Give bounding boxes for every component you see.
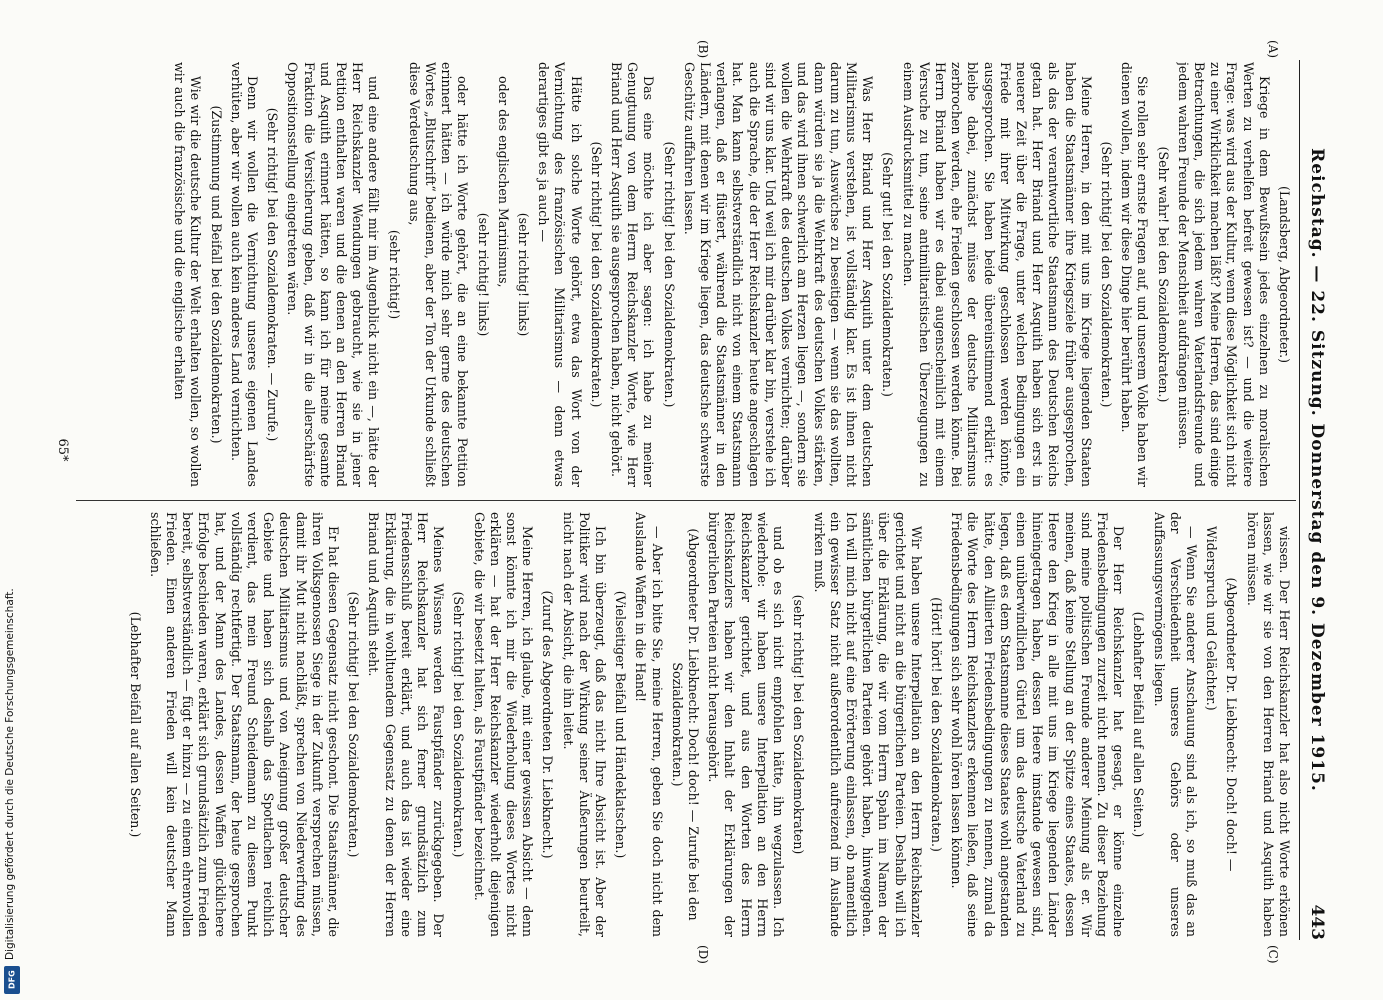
speech-paragraph: Meine Herren, ich glaube, mit einer gewissen Absicht — denn sonst könnte ich mir die Wiederholung dieses Wortes nicht erklären — hat der Herr Reichskanzler wiederholt diejenigen Gebiete, die wir besetzt halten, als Faustpfänder bezeichnet. bbox=[471, 512, 536, 937]
speech-paragraph: Wie wir die deutsche Kultur der Welt erhalten wollen, so wollen wir auch die französische und die englische erhalten bbox=[172, 62, 204, 487]
left-edge-bar bbox=[0, 0, 24, 1000]
interjection-note: (Abgeordneter Dr. Liebknecht: Doch! doch! — bbox=[1224, 577, 1240, 872]
signature-mark: 65* bbox=[55, 438, 70, 462]
speech-paragraph: Er hat diesen Gegensatz nicht geschont. Die Staatsmänner, die ihren Volksgenossen Siege in der Zukunft versprechen müssen, damit ihr Mut nicht nachläßt, sprechen von Niederwerfung des deutschen Militarismus und von Aneignung großer deutscher Gebiete und haben sich deshalb das Spottlachen reichlich verdient, das mein Freund Scheidemann zu diesem Punkt vollständig rechtfertigt. Der Staatsmann, der heute gesprochen hat, und der Mann des Landes, dessen Waffen glücklichere Erfolge beschieden waren, erklärt sich grundsätzlich zum Frieden bereit, selbstverständlich — fügt er hinzu — zu einem ehrenvollen Frieden. Einen anderen Frieden will kein deutscher Mann schließen. bbox=[147, 512, 342, 937]
digitization-credit: Digitalisierung gefördert durch die Deutsche Forschungsgemeinschaft. bbox=[4, 588, 16, 960]
interjection-note: (Sehr richtig! bei den Sozialdemokraten.) bbox=[661, 141, 677, 408]
speech-paragraph: Wir haben unsere Interpellation an den Herrn Reichskanzler gerichtet und nicht an die bürgerlichen Parteien. Deshalb will ich über die Erklärung, die wir vom Herrn Spahn im Namen der sämtlichen bürgerlichen Parteien gehört haben, hinweggehen. Ich will mich nicht auf eine Erörterung einlassen, ob namentlich ein gewisser Satz nicht außerordentlich aufreizend im Auslande wirken muß. bbox=[811, 512, 924, 937]
page-title: Reichstag. — 22. Sitzung. Donnerstag den 9. Dezember 1915. bbox=[1307, 148, 1327, 792]
speech-paragraph: oder des englischen Marinismus, bbox=[495, 76, 511, 288]
interjection-note: (Sehr wahr! bei den Sozialdemokraten.) bbox=[1155, 146, 1171, 403]
speech-paragraph: Sie rollen sehr ernste Fragen auf, und unserem Volke haben wir dienen wollen, indem wir diese Dinge hier berührt haben. bbox=[1119, 62, 1151, 487]
speech-paragraph: Hätte ich solche Worte gehört, etwa das Wort von der Vernichtung des französischen Militarismus — denn etwas derartiges gibt es ja auch — bbox=[536, 62, 584, 487]
speech-paragraph: Denn wir wollen die Vernichtung unseres eigenen Landes verhüten, aber wir wollen auch kein anderes Land vernichten. bbox=[228, 62, 261, 487]
interjection-note: (Sehr richtig! bei den Sozialdemokraten.) bbox=[1098, 141, 1114, 408]
speech-paragraph: Meine Herren, in den mit uns im Kriege liegenden Staaten haben die Staatsmänner ihre Kriegsziele früher ausgesprochen, als das der verantwortliche Staatsmann des Deutschen Reichs getan hat. Herr Briand und Herr Asquith haben sich erst in neuerer Zeit über die Frage, unter welchen Bedingungen ein Friede mit ihrer Mitwirkung geschlossen werden könnte, ausgesprochen. Sie haben beide übereinstimmend erklärt: es bleibe dabei, zunächst müsse der deutsche Militarismus zerbrochen werden, ehe Frieden geschlossen werden könne. Bei Herrn Briand haben wir es dabei augenscheinlich mit einem Versuche zu tun, seine antimilitaristischen Überzeugungen zu einem Ausdrucksmittel zu machen. bbox=[900, 62, 1094, 487]
right-text-column bbox=[77, 512, 1292, 937]
column-divider bbox=[76, 500, 1296, 501]
interjection-note: (Sehr richtig! bei den Sozialdemokraten.) bbox=[588, 141, 604, 408]
interjection-note: (Sehr richtig! bei den Sozialdemokraten. — Zurufe.) bbox=[265, 107, 281, 442]
speech-paragraph: — Wenn Sie anderer Anschauung sind als ich, so muß das an der Verschiedenheit unseres Gehörs oder unseres Auffassungsvermögens liegen. bbox=[1151, 512, 1199, 937]
speech-paragraph: Der Herr Reichskanzler hat gesagt, er könne einzelne Friedensbedingungen zurzeit nicht nennen. Zu dieser Beziehung sind meine politischen Freunde anderer Meinung als er. Wir meinen, daß keine Stellung an der Spitze eines Staates, dessen Heere den Krieg in alle mit uns im Kriege liegenden Länder hineingetragen haben, dessen Heere imstande gewesen sind, einen unüberwindlichen Gürtel um das deutsche Vaterland zu legen, daß es dem Staatsmanne dieses Staates wohl angestanden hätte, den Alliierten Friedensbedingungen zu nennen, zumal da die Worte des Herrn Reichskanzlers erkennen ließen, daß seine Friedensbedingungen sich sehr wohl hören lassen können. bbox=[949, 512, 1127, 937]
interjection-note: (Abgeordneter Dr. Liebknecht: Doch! doch! — Zurufe bei den Sozialdemokraten.) bbox=[669, 528, 702, 921]
interjection-note: (sehr richtig!) bbox=[386, 229, 402, 320]
speech-paragraph: oder hätte ich Worte gehört, die an eine bekannte Petition erinnert hätten — ich würde mich sehr gerne des deutschen Wortes „Blutschrift“ bedienen, aber der Ton der Urkunde schließt diese Verdeutschung aus, bbox=[406, 62, 471, 487]
interjection-note: (Zustimmung und Beifall bei den Sozialdemokraten.) bbox=[208, 105, 224, 444]
interjection-note: (Lebhafter Beifall auf allen Seiten.) bbox=[1131, 611, 1147, 838]
speech-paragraph: Was Herr Briand und Herr Asquith unter dem deutschen Militarismus verstehen, ist vollständig klar. Es ist ihnen nicht darum zu tun, Auswüchse zu beseitigen — wenn sie das wollten, dann würden sie ja die Wehrkraft des deutschen Volkes stärken, und das wird ihnen schwerlich am Herzen liegen —, sondern sie wollen die Wehrkraft des deutschen Volkes vernichten; darüber sind wir uns klar. Und weil ich mir darüber klar bin, verstehe ich auch die Sprache, die der Herr Reichskanzler heute angeschlagen hat. Man kann selbstverständlich nicht von einem Staatsmann verlangen, daß er flüstert, während die Staatsmänner in den Ländern, mit denen wir im Kriege liegen, das deutsche schwerste Geschütz auffahren lassen. bbox=[681, 62, 876, 487]
speech-paragraph: und ob es sich nicht empfohlen hätte, ihn wegzulassen. Ich wiederhole: wir haben unsere Interpellation an den Herrn Reichskanzler gerichtet, und aus den Worten des Herrn Reichskanzlers haben wir den Inhalt der Erklärungen der bürgerlichen Parteien nicht herausgehört. bbox=[706, 512, 787, 937]
speech-paragraph: — Aber ich bitte Sie, meine Herren, geben Sie doch nicht dem Auslande Waffen in die Hand! bbox=[633, 512, 665, 937]
left-text-column bbox=[77, 62, 1292, 487]
speech-paragraph: Meines Wissens werden Faustpfänder zurückgegeben. Der Herr Reichskanzler hat sich ferner grundsätzlich zum Friedensschluß bereit erklärt, und auch das ist wieder eine Erklärung, die in wohltuendem Gegensatz zu denen der Herren Briand und Asquith steht. bbox=[366, 512, 447, 937]
interjection-note: (Landsberg, Abgeordneter.) bbox=[1277, 186, 1292, 363]
margin-marker-a: (A) bbox=[1266, 40, 1280, 59]
speech-paragraph: Ich bin überzeugt, daß das nicht Ihre Absicht ist. Aber der Politiker wird nach der Wirkung seiner Äußerungen beurteilt, nicht nach der Absicht, die ihn leitet. bbox=[560, 512, 609, 937]
dfg-logo-icon: DFG bbox=[4, 966, 20, 994]
interjection-note: (Sehr richtig! bei den Sozialdemokraten.) bbox=[346, 591, 362, 858]
rotated-page-content bbox=[40, 0, 1340, 1000]
interjection-note: (Lebhafter Beifall auf allen Seiten.) bbox=[127, 611, 143, 838]
interjection-note: (sehr richtig! bei den Sozialdemokraten) bbox=[791, 594, 807, 855]
interjection-note: (Sehr richtig! bei den Sozialdemokraten.) bbox=[451, 591, 467, 858]
margin-marker-c: (C) bbox=[1266, 945, 1280, 964]
speech-paragraph: Kriege in dem Bewußtsein jedes einzelnen zu moralischen Werten zu verhelfen befreit gewesen ist? — und die weitere Frage: was wird aus der Kultur, wenn diese Möglichkeit sich nicht zu einer Wirklichkeit machen läßt? Meine Herren, das sind einige Betrachtungen, die sich jedem wahren Vaterlandsfreunde und jedem wahren Freunde der Menschheit aufdrängen müssen. bbox=[1175, 62, 1272, 487]
margin-marker-b: (B) bbox=[696, 40, 710, 59]
page-number: 443 bbox=[1307, 904, 1327, 940]
speech-paragraph: Widerspruch und Gelächter.) bbox=[1204, 526, 1220, 711]
speech-paragraph: und eine andere fällt mir im Augenblick nicht ein —, hätte der Herr Reichskanzler Wendungen gebraucht, wie sie in jener Petition enthalten waren und die denen an den Herren Briand und Asquith erinnert hätten, so kann ich für meine gesamte Fraktion die Versicherung geben, daß wir in die allerschärfste Oppositionsstellung eingetreten wären. bbox=[285, 62, 382, 487]
interjection-note: (Hört! hört! bei den Sozialdemokraten.) bbox=[928, 597, 944, 852]
interjection-note: (sehr richtig! links) bbox=[516, 212, 532, 337]
interjection-note: (Vielseitiger Beifall und Händeklatschen.) bbox=[613, 590, 629, 859]
speech-paragraph: Das eine möchte ich aber sagen: ich habe zu meiner Genugtuung von dem Herrn Reichskanzler Worte, wie Herr Briand und Herr Asquith sie ausgesprochen haben, nicht gehört. bbox=[609, 62, 657, 487]
speech-paragraph: wissen. Der Herr Reichskanzler hat also nicht Worte erkönen lassen, wie wir sie von den Herren Briand und Asquith haben hören müssen. bbox=[1244, 512, 1292, 937]
page-header bbox=[1302, 60, 1332, 940]
header-rule bbox=[1299, 60, 1300, 940]
interjection-note: (Zuruf des Abgeordneten Dr. Liebknecht.) bbox=[540, 590, 556, 859]
interjection-note: (sehr richtig! links) bbox=[475, 212, 491, 337]
interjection-note: (Sehr gut! bei den Sozialdemokraten.) bbox=[880, 152, 896, 397]
margin-marker-d: (D) bbox=[696, 945, 710, 964]
